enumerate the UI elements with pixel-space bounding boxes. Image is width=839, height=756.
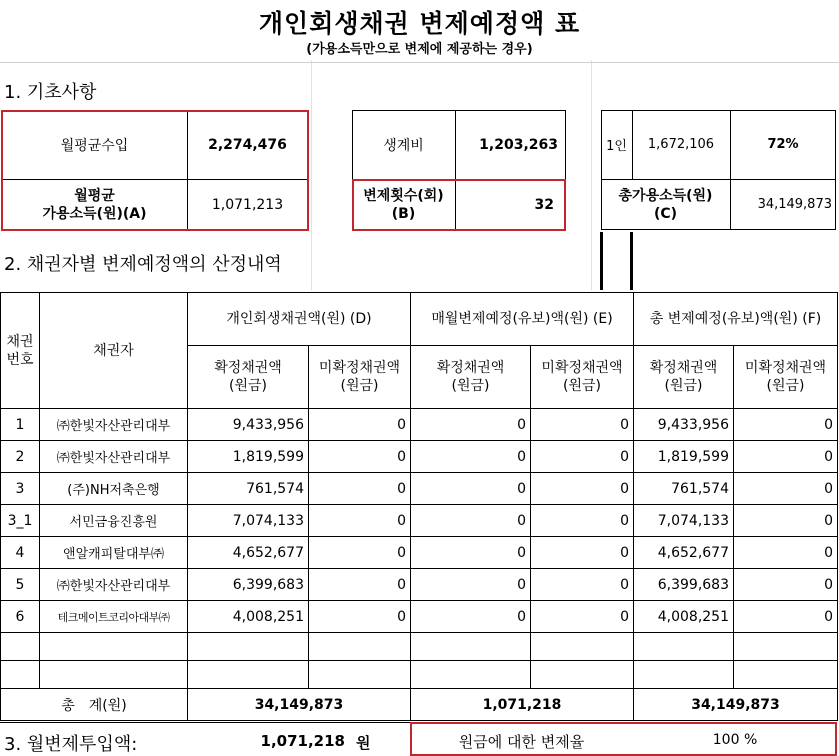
- grid-line: [591, 60, 592, 290]
- empty-cell: [1, 633, 40, 661]
- row-no: 4: [1, 537, 40, 569]
- row-creditor: (주)NH저축은행: [40, 473, 188, 505]
- row-d-confirmed: 4,008,251: [188, 601, 309, 633]
- empty-cell: [309, 661, 411, 689]
- repay-count-label-line1: 변제횟수(회): [363, 187, 444, 204]
- total-disposable-label-line1: 총가용소득(원): [618, 187, 713, 204]
- sub-label: 미확정채권액: [744, 360, 827, 376]
- empty-cell: [309, 633, 411, 661]
- row-d-unconfirmed: 0: [309, 601, 411, 633]
- row-e-confirmed: 0: [411, 601, 531, 633]
- row-f-confirmed: 9,433,956: [634, 409, 734, 441]
- title-divider: [0, 62, 839, 63]
- empty-cell: [411, 661, 531, 689]
- row-creditor: ㈜한빛자산관리대부: [40, 441, 188, 473]
- table-row: [1, 409, 838, 441]
- repay-count-value: 32: [534, 196, 554, 213]
- living-cost-value: 1,203,263: [479, 136, 558, 153]
- sub-label: (원금): [451, 378, 490, 394]
- row-f-unconfirmed: 0: [734, 473, 838, 505]
- table-row: [1, 569, 838, 601]
- table-row: [1, 505, 838, 537]
- sub-label: (원금): [563, 378, 601, 394]
- row-d-confirmed: 6,399,683: [188, 569, 309, 601]
- group-e-header: 매월변제예정(유보)액(원) (E): [411, 293, 634, 346]
- empty-cell: [531, 633, 634, 661]
- sub-confirmed-e: [411, 346, 531, 409]
- row-creditor: 테크메이트코리아대부㈜: [40, 601, 188, 633]
- ratio-value-wrap: [633, 732, 837, 748]
- row-e-unconfirmed: 0: [531, 537, 634, 569]
- ratio-value: 100: [712, 732, 740, 748]
- sub-label: (원금): [229, 378, 267, 394]
- empty-cell: [1, 661, 40, 689]
- row-f-confirmed: 7,074,133: [634, 505, 734, 537]
- row-d-confirmed: 761,574: [188, 473, 309, 505]
- grid-line: [311, 60, 312, 290]
- group-d-header: 개인회생채권액(원) (D): [188, 293, 411, 346]
- row-no: 6: [1, 601, 40, 633]
- sub-label: 확정채권액: [214, 360, 282, 376]
- connector-line: [600, 232, 603, 290]
- row-f-confirmed: 4,652,677: [634, 537, 734, 569]
- empty-cell: [188, 661, 309, 689]
- row-e-confirmed: 0: [411, 409, 531, 441]
- sub-label: (원금): [766, 378, 805, 394]
- row-e-unconfirmed: 0: [531, 409, 634, 441]
- sub-confirmed-f: [634, 346, 734, 409]
- empty-cell: [734, 633, 838, 661]
- empty-cell: [531, 661, 634, 689]
- row-d-unconfirmed: 0: [309, 537, 411, 569]
- section3-heading: 3. 월변제투입액:: [4, 734, 138, 755]
- row-e-confirmed: 0: [411, 537, 531, 569]
- household-value: 1,672,106: [647, 137, 715, 152]
- row-f-confirmed: 6,399,683: [634, 569, 734, 601]
- col-creditor-header: 채권자: [40, 293, 188, 409]
- row-e-unconfirmed: 0: [531, 505, 634, 537]
- row-d-unconfirmed: 0: [309, 569, 411, 601]
- empty-cell: [40, 661, 188, 689]
- row-creditor: ㈜한빛자산관리대부: [40, 569, 188, 601]
- disposable-label-line2: 가용소득(원)(A): [42, 205, 147, 222]
- sub-confirmed-d: [188, 346, 309, 409]
- row-f-unconfirmed: 0: [734, 409, 838, 441]
- row-e-unconfirmed: 0: [531, 441, 634, 473]
- row-f-unconfirmed: 0: [734, 601, 838, 633]
- row-d-confirmed: 9,433,956: [188, 409, 309, 441]
- highlight-frame: [352, 179, 566, 231]
- empty-row: [1, 633, 838, 661]
- table-row: [1, 537, 838, 569]
- row-creditor: ㈜한빛자산관리대부: [40, 409, 188, 441]
- table-row: [1, 473, 838, 505]
- sub-label: (원금): [664, 378, 703, 394]
- row-f-unconfirmed: 0: [734, 505, 838, 537]
- empty-cell: [411, 633, 531, 661]
- row-d-confirmed: 1,819,599: [188, 441, 309, 473]
- total-label: 총 계(원): [1, 689, 188, 721]
- row-e-confirmed: 0: [411, 441, 531, 473]
- section2-heading: 2. 채권자별 변제예정액의 산정내역: [4, 254, 282, 275]
- row-f-unconfirmed: 0: [734, 569, 838, 601]
- ratio-label: 원금에 대한 변제율: [458, 733, 585, 751]
- row-d-confirmed: 7,074,133: [188, 505, 309, 537]
- living-cost-label: 생계비: [383, 137, 424, 154]
- row-e-confirmed: 0: [411, 473, 531, 505]
- empty-cell: [188, 633, 309, 661]
- row-no: 2: [1, 441, 40, 473]
- row-e-confirmed: 0: [411, 569, 531, 601]
- row-creditor: 서민금융진흥원: [40, 505, 188, 537]
- col-no-header: [1, 293, 40, 409]
- col-no-line2: 번호: [6, 351, 34, 368]
- page-subtitle: (가용소득만으로 변제에 제공하는 경우): [306, 42, 533, 57]
- row-d-unconfirmed: 0: [309, 473, 411, 505]
- row-no: 3: [1, 473, 40, 505]
- household-percent: 72%: [767, 137, 799, 152]
- row-creditor: 앤알캐피탈대부㈜: [40, 537, 188, 569]
- empty-cell: [634, 661, 734, 689]
- group-f-header: 총 변제예정(유보)액(원) (F): [634, 293, 838, 346]
- ratio-unit: %: [743, 732, 758, 748]
- disposable-income-value: 1,071,213: [211, 196, 284, 213]
- monthly-income-label: 월평균수입: [60, 137, 129, 154]
- disposable-label-line1: 월평균: [74, 187, 115, 204]
- row-e-unconfirmed: 0: [531, 569, 634, 601]
- monthly-income-value: 2,274,476: [208, 136, 287, 153]
- row-e-unconfirmed: 0: [531, 601, 634, 633]
- sub-label: 미확정채권액: [318, 360, 401, 376]
- sub-unconfirmed-d: [309, 346, 411, 409]
- row-no: 5: [1, 569, 40, 601]
- monthly-payment-value: 1,071,218: [260, 732, 345, 750]
- creditor-table: [0, 292, 838, 721]
- repay-count-label-line2: (B): [391, 205, 416, 222]
- row-f-confirmed: 1,819,599: [634, 441, 734, 473]
- empty-cell: [634, 633, 734, 661]
- row-d-unconfirmed: 0: [309, 409, 411, 441]
- total-disposable-label-line2: (C): [653, 205, 678, 222]
- row-d-confirmed: 4,652,677: [188, 537, 309, 569]
- row-f-confirmed: 4,008,251: [634, 601, 734, 633]
- sub-label: 확정채권액: [649, 360, 718, 376]
- total-row: [1, 689, 838, 721]
- total-disposable-label: [601, 179, 730, 230]
- row-no: 3_1: [1, 505, 40, 537]
- total-f: 34,149,873: [634, 689, 838, 721]
- monthly-payment-unit: 원: [356, 734, 371, 752]
- sub-label: 확정채권액: [436, 360, 505, 376]
- highlight-frame: [1, 110, 309, 231]
- row-e-confirmed: 0: [411, 505, 531, 537]
- total-e: 1,071,218: [411, 689, 634, 721]
- empty-cell: [40, 633, 188, 661]
- total-d: 34,149,873: [188, 689, 411, 721]
- row-f-unconfirmed: 0: [734, 537, 838, 569]
- section1-heading: 1. 기초사항: [4, 82, 97, 103]
- row-f-confirmed: 761,574: [634, 473, 734, 505]
- household-label: 1인: [606, 139, 627, 154]
- header-row: [1, 293, 838, 346]
- row-e-unconfirmed: 0: [531, 473, 634, 505]
- sub-unconfirmed-e: [531, 346, 634, 409]
- table-row: [1, 441, 838, 473]
- row-f-unconfirmed: 0: [734, 441, 838, 473]
- connector-line: [630, 232, 633, 290]
- col-no-line1: 채권: [6, 333, 34, 350]
- empty-cell: [734, 661, 838, 689]
- sub-label: (원금): [340, 378, 379, 394]
- empty-row: [1, 661, 838, 689]
- sub-unconfirmed-f: [734, 346, 838, 409]
- page-title: 개인회생채권 변제예정액 표: [258, 9, 581, 38]
- row-no: 1: [1, 409, 40, 441]
- row-d-unconfirmed: 0: [309, 505, 411, 537]
- total-disposable-value: 34,149,873: [757, 197, 832, 212]
- table-row: [1, 601, 838, 633]
- row-d-unconfirmed: 0: [309, 441, 411, 473]
- sub-label: 미확정채권액: [541, 360, 623, 376]
